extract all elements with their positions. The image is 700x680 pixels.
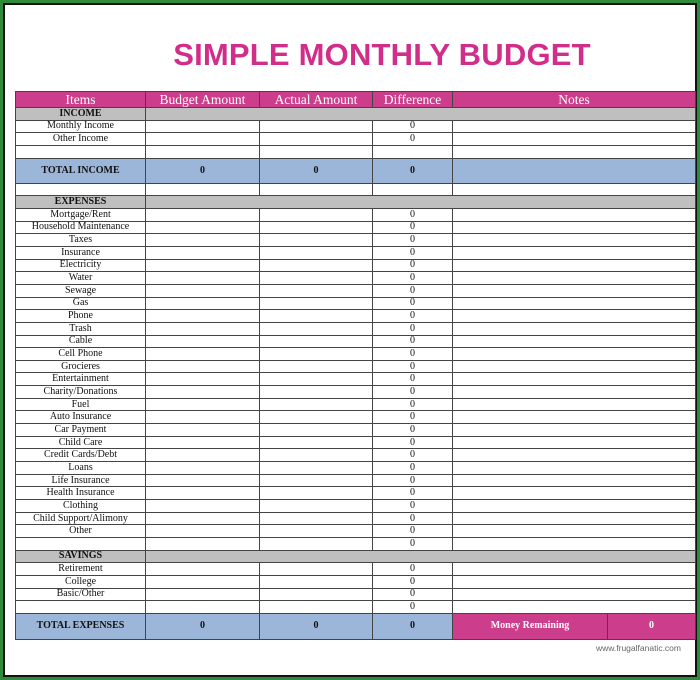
budget-amount-cell[interactable] [146,221,260,234]
item-label: Other Income [16,133,146,146]
budget-amount-cell[interactable] [146,246,260,259]
table-row [16,424,696,437]
difference-cell: 0 [373,310,453,323]
difference-cell: 0 [373,601,453,614]
actual-amount-cell[interactable] [260,563,373,576]
table-row [16,120,696,133]
difference-cell: 0 [373,133,453,146]
item-label: Monthly Income [16,120,146,133]
notes-cell[interactable] [453,259,696,272]
notes-cell[interactable] [453,145,696,158]
table-row [16,411,696,424]
item-label: Sewage [16,284,146,297]
budget-table-body [16,92,696,640]
total-income-actual: 0 [260,158,373,183]
item-label: Retirement [16,563,146,576]
table-row [16,398,696,411]
table-row [16,525,696,538]
item-label: Credit Cards/Debt [16,449,146,462]
item-label: Health Insurance [16,487,146,500]
difference-cell: 0 [373,234,453,247]
table-row [16,563,696,576]
section-heading-fill [146,196,696,209]
actual-amount-cell[interactable] [260,398,373,411]
notes-cell[interactable] [453,348,696,361]
budget-amount-cell[interactable] [146,474,260,487]
difference-cell: 0 [373,487,453,500]
notes-cell[interactable] [453,335,696,348]
budget-amount-cell[interactable] [146,601,260,614]
expenses-section-header [16,196,696,209]
budget-amount-cell[interactable] [146,500,260,513]
header-row [16,92,696,108]
income-section-header [16,108,696,121]
difference-cell: 0 [373,322,453,335]
item-label [16,145,146,158]
column-header-items: Items [16,92,146,108]
item-label: Child Care [16,436,146,449]
column-header-notes: Notes [453,92,696,108]
item-label: Clothing [16,500,146,513]
item-label: Gas [16,297,146,310]
notes-cell[interactable] [453,398,696,411]
difference-cell: 0 [373,284,453,297]
actual-amount-cell[interactable] [260,411,373,424]
difference-cell: 0 [373,424,453,437]
item-label: Trash [16,322,146,335]
item-label: Household Maintenance [16,221,146,234]
budget-amount-cell[interactable] [146,538,260,551]
item-label: Electricity [16,259,146,272]
table-row [16,297,696,310]
blank-cell [16,183,146,196]
budget-amount-cell[interactable] [146,449,260,462]
blank-cell [373,183,453,196]
actual-amount-cell[interactable] [260,297,373,310]
item-label: Entertainment [16,373,146,386]
item-label: Water [16,272,146,285]
actual-amount-cell[interactable] [260,538,373,551]
item-label: Life Insurance [16,474,146,487]
actual-amount-cell[interactable] [260,120,373,133]
table-row [16,272,696,285]
difference-cell: 0 [373,512,453,525]
budget-amount-cell[interactable] [146,436,260,449]
budget-amount-cell[interactable] [146,525,260,538]
actual-amount-cell[interactable] [260,373,373,386]
notes-cell[interactable] [453,575,696,588]
sheet-page [3,3,697,677]
difference-cell: 0 [373,588,453,601]
notes-cell[interactable] [453,500,696,513]
section-heading: SAVINGS [16,550,146,563]
item-label: Auto Insurance [16,411,146,424]
notes-cell[interactable] [453,373,696,386]
actual-amount-cell[interactable] [260,335,373,348]
table-row [16,234,696,247]
table-row [16,208,696,221]
actual-amount-cell[interactable] [260,424,373,437]
difference-cell: 0 [373,500,453,513]
table-row [16,322,696,335]
table-row [16,601,696,614]
notes-cell[interactable] [453,322,696,335]
budget-amount-cell[interactable] [146,563,260,576]
difference-cell: 0 [373,335,453,348]
item-label: Loans [16,462,146,475]
budget-amount-cell[interactable] [146,335,260,348]
budget-amount-cell[interactable] [146,348,260,361]
actual-amount-cell[interactable] [260,208,373,221]
budget-amount-cell[interactable] [146,145,260,158]
notes-cell[interactable] [453,208,696,221]
item-label: Charity/Donations [16,386,146,399]
table-row [16,538,696,551]
budget-amount-cell[interactable] [146,487,260,500]
table-row [16,512,696,525]
difference-cell: 0 [373,538,453,551]
notes-cell[interactable] [453,386,696,399]
budget-amount-cell[interactable] [146,373,260,386]
spacer-row [16,183,696,196]
actual-amount-cell[interactable] [260,221,373,234]
notes-cell[interactable] [453,310,696,323]
item-label: Basic/Other [16,588,146,601]
notes-cell[interactable] [453,462,696,475]
difference-cell: 0 [373,246,453,259]
budget-amount-cell[interactable] [146,512,260,525]
column-header-actual-amount: Actual Amount [260,92,373,108]
section-heading: INCOME [16,108,146,121]
budget-amount-cell[interactable] [146,208,260,221]
item-label: Other [16,525,146,538]
difference-cell: 0 [373,360,453,373]
notes-cell[interactable] [453,588,696,601]
budget-amount-cell[interactable] [146,297,260,310]
difference-cell: 0 [373,474,453,487]
notes-cell[interactable] [453,512,696,525]
difference-cell: 0 [373,436,453,449]
actual-amount-cell[interactable] [260,474,373,487]
actual-amount-cell[interactable] [260,322,373,335]
difference-cell: 0 [373,386,453,399]
difference-cell: 0 [373,348,453,361]
budget-table [15,91,696,640]
budget-amount-cell[interactable] [146,310,260,323]
column-header-budget-amount: Budget Amount [146,92,260,108]
notes-cell[interactable] [453,525,696,538]
notes-cell[interactable] [453,246,696,259]
actual-amount-cell[interactable] [260,462,373,475]
difference-cell: 0 [373,563,453,576]
budget-amount-cell[interactable] [146,360,260,373]
difference-cell: 0 [373,462,453,475]
table-row [16,462,696,475]
budget-amount-cell[interactable] [146,386,260,399]
actual-amount-cell[interactable] [260,436,373,449]
actual-amount-cell[interactable] [260,234,373,247]
blank-cell [260,183,373,196]
table-row [16,221,696,234]
difference-cell: 0 [373,525,453,538]
actual-amount-cell[interactable] [260,145,373,158]
table-row [16,259,696,272]
notes-cell[interactable] [453,234,696,247]
difference-cell: 0 [373,449,453,462]
budget-amount-cell[interactable] [146,272,260,285]
actual-amount-cell[interactable] [260,133,373,146]
actual-amount-cell[interactable] [260,310,373,323]
notes-cell[interactable] [453,297,696,310]
total-expenses-label: TOTAL EXPENSES [16,613,146,639]
item-label: College [16,575,146,588]
table-row [16,588,696,601]
total-expenses-difference: 0 [373,613,453,639]
money-remaining-cell [453,613,696,639]
difference-cell: 0 [373,297,453,310]
notes-cell[interactable] [453,221,696,234]
notes-cell[interactable] [453,424,696,437]
actual-amount-cell[interactable] [260,348,373,361]
actual-amount-cell[interactable] [260,601,373,614]
notes-cell[interactable] [453,601,696,614]
item-label: Cell Phone [16,348,146,361]
section-heading-fill [146,108,696,121]
item-label: Taxes [16,234,146,247]
total-income-label: TOTAL INCOME [16,158,146,183]
budget-amount-cell[interactable] [146,133,260,146]
table-row [16,436,696,449]
total-expenses-row [16,613,696,639]
actual-amount-cell[interactable] [260,246,373,259]
blank-cell [146,183,260,196]
actual-amount-cell[interactable] [260,575,373,588]
notes-cell[interactable] [453,538,696,551]
budget-amount-cell[interactable] [146,575,260,588]
actual-amount-cell[interactable] [260,500,373,513]
table-row [16,373,696,386]
table-row [16,133,696,146]
notes-cell[interactable] [453,474,696,487]
budget-amount-cell[interactable] [146,462,260,475]
actual-amount-cell[interactable] [260,487,373,500]
notes-cell[interactable] [453,563,696,576]
budget-amount-cell[interactable] [146,234,260,247]
item-label: Mortgage/Rent [16,208,146,221]
table-row [16,310,696,323]
notes-cell[interactable] [453,411,696,424]
actual-amount-cell[interactable] [260,272,373,285]
footer-url: www.frugalfanatic.com [595,643,681,653]
actual-amount-cell[interactable] [260,588,373,601]
table-row [16,145,696,158]
budget-amount-cell[interactable] [146,398,260,411]
item-label: Car Payment [16,424,146,437]
total-expenses-budget: 0 [146,613,260,639]
actual-amount-cell[interactable] [260,386,373,399]
item-label: Cable [16,335,146,348]
notes-cell[interactable] [453,272,696,285]
table-row [16,246,696,259]
budget-amount-cell[interactable] [146,259,260,272]
total-income-difference: 0 [373,158,453,183]
notes-cell[interactable] [453,133,696,146]
table-row [16,360,696,373]
table-row [16,284,696,297]
notes-cell[interactable] [453,120,696,133]
total-income-notes [453,158,696,183]
item-label: Child Support/Alimony [16,512,146,525]
blank-cell [453,183,696,196]
table-row [16,386,696,399]
item-label: Fuel [16,398,146,411]
total-expenses-actual: 0 [260,613,373,639]
total-income-budget: 0 [146,158,260,183]
total-income-row [16,158,696,183]
budget-amount-cell[interactable] [146,284,260,297]
item-label: Insurance [16,246,146,259]
money-remaining-label: Money Remaining [453,614,608,639]
table-row [16,500,696,513]
difference-cell: 0 [373,120,453,133]
actual-amount-cell[interactable] [260,259,373,272]
table-row [16,575,696,588]
budget-amount-cell[interactable] [146,588,260,601]
item-label: Grocieres [16,360,146,373]
money-remaining-value: 0 [649,620,654,632]
notes-cell[interactable] [453,284,696,297]
difference-cell: 0 [373,259,453,272]
difference-cell: 0 [373,373,453,386]
table-row [16,335,696,348]
actual-amount-cell[interactable] [260,360,373,373]
budget-amount-cell[interactable] [146,424,260,437]
notes-cell[interactable] [453,360,696,373]
budget-amount-cell[interactable] [146,120,260,133]
savings-section-header [16,550,696,563]
budget-amount-cell[interactable] [146,411,260,424]
actual-amount-cell[interactable] [260,449,373,462]
table-row [16,474,696,487]
page-title: SIMPLE MONTHLY BUDGET [173,37,591,72]
difference-cell: 0 [373,575,453,588]
difference-cell: 0 [373,208,453,221]
table-row [16,348,696,361]
notes-cell[interactable] [453,449,696,462]
section-heading: EXPENSES [16,196,146,209]
column-header-difference: Difference [373,92,453,108]
actual-amount-cell[interactable] [260,512,373,525]
budget-amount-cell[interactable] [146,322,260,335]
actual-amount-cell[interactable] [260,525,373,538]
actual-amount-cell[interactable] [260,284,373,297]
notes-cell[interactable] [453,436,696,449]
item-label: Phone [16,310,146,323]
difference-cell [373,145,453,158]
section-heading-fill [146,550,696,563]
table-row [16,487,696,500]
difference-cell: 0 [373,411,453,424]
notes-cell[interactable] [453,487,696,500]
table-row [16,449,696,462]
difference-cell: 0 [373,221,453,234]
difference-cell: 0 [373,398,453,411]
item-label [16,538,146,551]
item-label [16,601,146,614]
difference-cell: 0 [373,272,453,285]
